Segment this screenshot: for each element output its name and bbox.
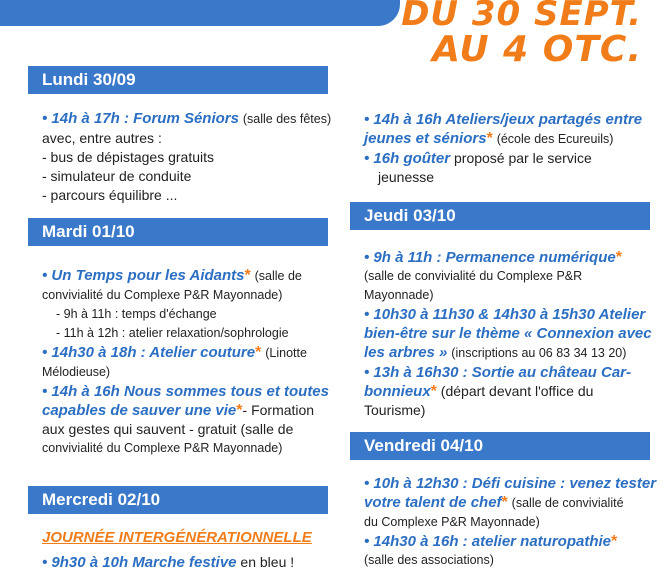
mercredi-event-ateliers-title-b: jeunes et séniors: [364, 130, 487, 147]
vendredi-event-cuisine-place-a: (salle de convivialité: [511, 496, 624, 510]
mercredi-events: [42, 528, 334, 572]
mercredi-event-gouter-desc-a: proposé par le service: [454, 150, 592, 166]
mercredi-event-gouter: • 16h goûter: [364, 150, 451, 167]
mardi-event-sauver-desc-a: - Formation: [242, 402, 315, 418]
mercredi-suite-events: [364, 110, 656, 187]
lundi-events: [42, 109, 334, 205]
star-icon: *: [244, 267, 251, 284]
mercredi-event-ateliers-place: (école des Ecureuils): [496, 132, 614, 146]
jeudi-event-bienetre-title-b: bien-être sur le thème « Connexion avec: [364, 325, 652, 342]
star-icon: *: [486, 130, 493, 147]
jeudi-event-bienetre-title-c: les arbres »: [364, 344, 448, 361]
lundi-event-forum: • 14h à 17h : Forum Séniors: [42, 110, 239, 127]
mardi-event-aidants: • Un Temps pour les Aidants: [42, 267, 245, 284]
day-header-jeudi: Jeudi 03/10: [350, 202, 650, 230]
jeudi-event-numerique-place-b: Mayonnade): [364, 288, 434, 302]
list-item: - bus de dépistages gratuits: [42, 149, 214, 165]
mercredi-event-ateliers-title-a: • 14h à 16h Ateliers/jeux partagés entre: [364, 111, 643, 128]
jeudi-event-sortie-desc-a: (départ devant l'office du: [440, 383, 594, 399]
date-range-headline: [401, 0, 642, 68]
mercredi-event-marche: • 9h30 à 10h Marche festive: [42, 554, 237, 571]
vendredi-events: [364, 474, 656, 570]
vendredi-event-cuisine-title-a: • 10h à 12h30 : Défi cuisine : venez tester: [364, 475, 657, 492]
mardi-event-aidants-place-b: convivialité du Complexe P&R Mayonnade): [42, 288, 283, 302]
lundi-event-forum-desc: avec, entre autres :: [42, 130, 162, 146]
vendredi-event-naturopathie-place: (salle des associations): [364, 553, 494, 567]
jeudi-event-numerique-place-a: (salle de convivialité du Complexe P&R: [364, 269, 583, 283]
day-header-mercredi: Mercredi 02/10: [28, 486, 328, 514]
mardi-event-aidants-place-a: (salle de: [254, 269, 302, 283]
top-banner: [0, 0, 400, 26]
jeudi-event-sortie-title-a: • 13h à 16h30 : Sortie au château Car-: [364, 364, 632, 381]
mardi-events: [42, 266, 334, 458]
date-range-line1: DU 30 SEPT.: [401, 0, 642, 34]
star-icon: *: [236, 402, 243, 419]
mardi-event-couture: • 14h30 à 18h : Atelier couture: [42, 344, 256, 361]
star-icon: *: [501, 494, 508, 511]
mardi-event-couture-place-a: (Linotte: [265, 346, 307, 360]
vendredi-event-cuisine-place-b: du Complexe P&R Mayonnade): [364, 515, 540, 529]
jeudi-event-sortie-title-b: bonnieux: [364, 383, 431, 400]
list-item: - 11h à 12h : atelier relaxation/sophrologie: [56, 326, 289, 340]
mercredi-theme: JOURNÉE INTERGÉNÉRATIONNELLE: [42, 529, 312, 546]
mardi-event-couture-place-b: Mélodieuse): [42, 365, 111, 379]
mardi-event-sauver-title-b: capables de sauver une vie: [42, 402, 237, 419]
day-header-vendredi: Vendredi 04/10: [350, 432, 650, 460]
star-icon: *: [255, 344, 262, 361]
mercredi-event-marche-desc: en bleu !: [240, 554, 295, 570]
jeudi-event-numerique: • 9h à 11h : Permanence numérique: [364, 249, 616, 266]
list-item: - parcours équilibre ...: [42, 187, 178, 203]
day-header-lundi: Lundi 30/09: [28, 66, 328, 94]
mercredi-event-gouter-desc-b: jeunesse: [378, 169, 435, 185]
mardi-event-sauver-desc-b: aux gestes qui sauvent - gratuit (salle de: [42, 421, 294, 437]
list-item: - simulateur de conduite: [42, 168, 192, 184]
vendredi-event-cuisine-title-b: votre talent de chef: [364, 494, 502, 511]
jeudi-events: [364, 248, 656, 420]
jeudi-event-bienetre-title-a: • 10h30 à 11h30 & 14h30 à 15h30 Atelier: [364, 306, 646, 323]
lundi-event-forum-place: (salle des fêtes): [242, 112, 332, 126]
mardi-event-sauver-title-a: • 14h à 16h Nous sommes tous et toutes: [42, 383, 329, 400]
jeudi-event-bienetre-note: (inscriptions au 06 83 34 13 20): [451, 346, 627, 360]
star-icon: *: [615, 249, 622, 266]
list-item: - 9h à 11h : temps d'échange: [56, 307, 217, 321]
jeudi-event-sortie-desc-b: Tourisme): [364, 402, 426, 418]
day-header-mardi: Mardi 01/10: [28, 218, 328, 246]
vendredi-event-naturopathie: • 14h30 à 16h : atelier naturopathie: [364, 533, 612, 550]
star-icon: *: [430, 383, 437, 400]
date-range-line2: AU 4 OTC.: [432, 29, 642, 70]
mardi-event-sauver-desc-c: convivialité du Complexe P&R Mayonnade): [42, 441, 283, 455]
star-icon: *: [611, 533, 618, 550]
